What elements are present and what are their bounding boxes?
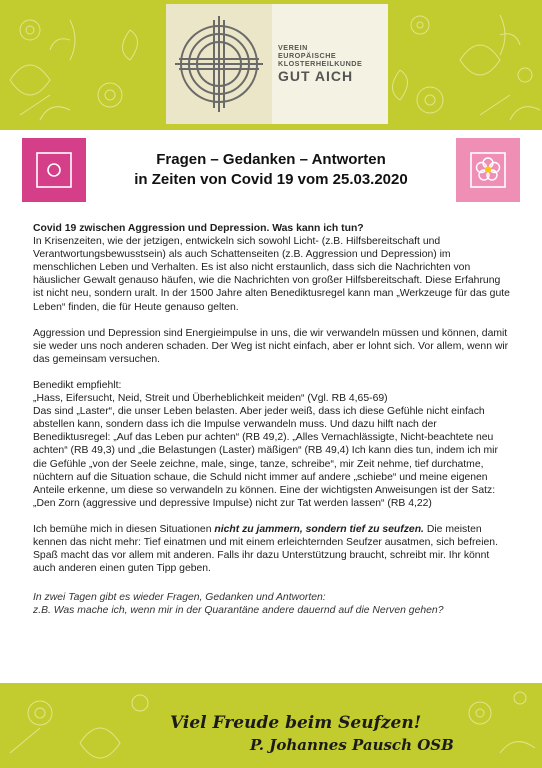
closing-line-2: z.B. Was mache ich, wenn mir in der Quarantäne andere dauernd auf die Nerven gehen? [33, 605, 444, 617]
right-tile [456, 138, 520, 202]
title-line-2: in Zeiten von Covid 19 vom 25.03.2020 [134, 171, 408, 188]
closing-line-1: In zwei Tagen gibt es wieder Fragen, Gedanken und Antworten: [33, 592, 326, 604]
logo-text [278, 44, 386, 84]
cross-circle-logo-icon [172, 12, 266, 116]
logo-name: GUT AICH [278, 68, 354, 84]
signoff-author: P. Johannes Pausch OSB [250, 736, 454, 754]
signoff-greeting: Viel Freude beim Seufzen! [170, 713, 422, 733]
article-paragraph-3-text: Das sind „Laster“, die unser Leben belasten. Aber jeder weiß, dass ich diese Gefühle nicht einfach abstellen kann, sondern dass ich die Impulse verwandeln muss. Und dazu hilft nach der Benediktusregel: „Auf das Leben pur achten“ (RB 49,2). „Alles Vernachlässigte, Nicht-beachtete neu achten“ (RB 49,3) und „die Belastungen (Laster) mäßigen“ (RB 49,4) Ich kann dies tun, indem ich mir die Gefühle „von der Seele zeichne, male, singe, tanze, schreibe“, mir Zeit nehme, tief durchatme, nüchtern auf die Situation schaue, die Schuld nicht immer auf andere „schiebe“ und meine eigenen Anteile erkenne, um diese so verwandeln zu können. Eine der wichtigsten Anweisungen ist der Satz: „Den Zorn (aggressive und depressive Impulse) nicht zur Tat werden lassen“ (RB 4,22) [33, 406, 498, 509]
article-emphasis: nicht zu jammern, sondern tief zu seufzen. [214, 523, 424, 535]
logo-mark [166, 4, 272, 124]
logo-line-2: EUROPÄISCHE [278, 51, 337, 60]
flower-icon [456, 138, 520, 202]
logo-line-3: KLOSTERHEILKUNDE [278, 59, 363, 68]
article-paragraph-1: In Krisenzeiten, wie der jetzigen, entwickeln sich sowohl Licht- (z.B. Hilfsbereitschaft und Verantwortungsbewusstsein) als auch Schattenseiten (z.B. Aggression und Depression) im menschlichen Leben und Verhalten. Es ist also nicht erstaunlich, dass sich die Nachrichten von häuslicher Gewalt genauso häufen, wie die Nachrichten von großer Hilfsbereitschaft. Diese Erfahrung ist nicht neu, sondern uralt. In der 1500 Jahre alten Benediktusregel kann man „Werkzeuge für das gute Leben“ finden, die für Heute genauso gelten. [33, 236, 510, 313]
page-title [100, 150, 442, 190]
logo-line-1: VEREIN [278, 43, 308, 52]
article-paragraph-3-quote: „Hass, Eifersucht, Neid, Streit und Überheblichkeit meiden“ (Vgl. RB 4,65-69) [33, 393, 388, 405]
content-panel [0, 130, 542, 683]
article-lead: Covid 19 zwischen Aggression und Depression. Was kann ich tun? [33, 223, 364, 234]
article-paragraph-2: Aggression und Depression sind Energieimpulse in uns, die wir verwandeln müssen und können, damit sie weder uns noch anderen schaden. Der Weg ist nicht einfach, aber er lohnt sich. Vor allem, wenn wir das gemeinsam versuchen. [33, 327, 509, 365]
footer-band [0, 683, 542, 768]
article-paragraph-4-start: Ich bemühe mich in diesen Situationen [33, 523, 215, 535]
article-body [33, 222, 513, 630]
article-paragraph-4-end: Die meisten kennen das nicht mehr: Tief einatmen und mit einem erleichternden Seufzer ausatmen, sich befreien. Spaß macht das vor allem mit anderen. Falls ihr dazu Unterstützung braucht, schreibt mir. Ihr könnt auch anderen einen guten Tipp geben. [33, 523, 498, 575]
left-tile [22, 138, 86, 202]
cross-square-icon [22, 138, 86, 202]
article-paragraph-3-intro: Benedikt empfiehlt: [33, 379, 122, 391]
title-line-1: Fragen – Gedanken – Antworten [156, 151, 386, 168]
